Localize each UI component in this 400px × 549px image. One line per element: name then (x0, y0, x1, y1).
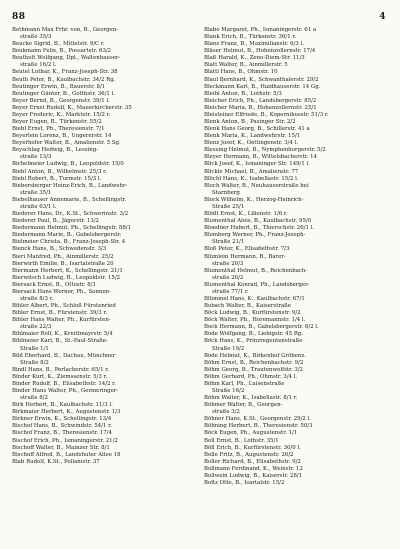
directory-entry: Bihlmeier Karl, B., St.-Paul-Straße- (12, 338, 108, 345)
directory-entry: Böhm Ernst, B., Reichenbachstr. 9/2 (204, 359, 304, 366)
directory-entry: Bischoff Walter, B., Mainzer Str. 8/1 (12, 444, 110, 451)
directory-entry: Blümlein Hermann, B., Barer- (204, 253, 286, 260)
directory-entry: straße 8/3 r. (20, 295, 54, 302)
directory-entry: Bichelmeier Ludwig, B., Leopoldstr. 15/0 (12, 161, 124, 168)
directory-entry: Bleicher Erich, Ph., Landsbergerstr. 85/2 (204, 97, 317, 104)
directory-entry: Beukmann Felix, B., Possartstr. 63/2 (12, 48, 112, 55)
right-column (204, 27, 390, 487)
directory-entry: straße 77/1 r. (212, 288, 249, 295)
directory-entry: Blanz Franz, B., Maximilianstr. 6/3 l. (204, 41, 304, 48)
directory-entry: Bihler Albert, Ph., Schloß Fürstenried (12, 303, 116, 310)
directory-entry: Straße 1/1 (20, 345, 49, 352)
directory-entry: Blenk Hans Georg, B., Schillerstr. 41 a (204, 126, 310, 133)
directory-entry: Blick Josef, K., Ismaninger Str. 149/1 l. (204, 161, 310, 168)
directory-entry: straße 35/1 (20, 189, 52, 196)
directory-entry: Beyer Frederic, K., Marktstr. 15/2 r. (12, 111, 111, 118)
directory-entry: Biebersberger Heinz-Erich, B., Landwehr- (12, 182, 128, 189)
directory-entry: Bloch Walter, B., Neuhauserstraße bei (204, 182, 309, 189)
directory-entry: straße 3/2 (212, 409, 240, 416)
directory-entry: Bethmann Max Frhr. von, B., Georgen- (12, 27, 119, 33)
directory-entry: Biebl Anton, B., Wilhelmstr. 25/3 r. (12, 168, 107, 175)
directory-entry: Straße 8/2 (20, 359, 49, 366)
directory-entry: Blümmel Hans, K., Kaulbachstr. 67/1 (204, 295, 305, 302)
directory-entry: Straße 16/2 (212, 387, 245, 394)
directory-entry: Bleisteiner Elfriede, B., Kopernikusstr. 51/3 r. (204, 111, 329, 118)
directory-entry: Bihler Hans Walter, Ph., Kurfürsten- (12, 317, 111, 324)
directory-entry: Blumenthal Alois, B., Kaulbachstr. 95/0 (204, 218, 312, 225)
left-column (12, 27, 198, 466)
directory-entry: Bischoff Alfred, B., Landshuter Allee 18 (12, 451, 121, 458)
directory-entry: Starnberg (212, 189, 240, 196)
directory-entry: Binder Kurt, K., Ziemssenstr. 5/3 r. (12, 373, 108, 380)
directory-entry: Biedermann Marie, B., Gabelsbergerstr. (12, 232, 122, 239)
directory-entry: Böck Walter, Ph., Horemannstr. 1/4 l. (204, 317, 306, 324)
directory-entry: Bleckmann Karl, B., Haidhauserstr. 14 Gg. (204, 83, 321, 90)
directory-entry: Beyer Ernst Rudolf, K., Mauerkircherstr. 35 (12, 104, 132, 111)
directory-entry: Bild Eberhard, B., Dachau, Münchner (12, 352, 116, 359)
directory-entry: Blabe Margaret, Ph., Ismaningerstr. 61 a (204, 27, 317, 33)
directory-entry: Bode Wolfgang, B., Liebigstr. 45 Rg. (204, 331, 304, 338)
directory-entry: straße 63/1 l. (20, 203, 57, 210)
directory-entry: Birkner Erwin, K., Schellingstr. 13/4 (12, 416, 112, 423)
directory-entry: Beucke Sigrid, B., Mittelstr. 9/C r. (12, 41, 105, 48)
directory-entry: Bielmeier Christa, B., Franz-Joseph-Str. 4 (12, 239, 126, 246)
directory-entry: straße 20/2 (212, 274, 244, 281)
directory-entry: straße 8/2 (20, 395, 48, 402)
directory-entry: Bischof Hans, B., Schwindstr. 54/1 r. (12, 423, 112, 430)
directory-entry: Böhm Georg, B., Trautenwolfstr. 3/2 (204, 366, 304, 373)
directory-entry: Böck Hans, K., Prinzregentenstraße (204, 338, 303, 345)
directory-entry: Beyer Bernd, B., Georgenstr. 39/1 l. (12, 97, 110, 104)
directory-entry: Straße 25/1 (212, 203, 245, 210)
directory-entry: Biebelhauser Annemarie, B., Schellingstr. (12, 196, 127, 203)
directory-entry: straße 16/2 l. (20, 62, 57, 69)
directory-entry: Biebl Robert, B., Turmstr. 15/3 l. (12, 175, 102, 182)
directory-entry: Blattl Hans, B., Ohmstr. 10 (204, 69, 278, 76)
directory-entry: Böhm Walter, K., Isabellastr. 8/1 r. (204, 395, 298, 402)
directory-entry: Blaß Harald, K., Zeno-Diem-Str. 11/3 (204, 55, 305, 62)
directory-entry: Biederer Paul, B., Jägerstr. 13/2 (12, 218, 99, 225)
page-number-right: 4 (379, 12, 386, 22)
directory-entry: Bock Hermann, B., Gabelsbergerstr. 8/2 l. (204, 324, 319, 331)
directory-entry: Boltz Otto, B., Isartalstr. 15/2 (204, 480, 285, 486)
directory-entry: Boll Ernst, B., Lothstr. 35/1 (204, 437, 279, 444)
directory-entry: Bleicher Maria, B., Hohenzollernstr. 25/1 (204, 104, 317, 111)
directory-entry: Beutel Lothar, K., Franz-Joseph-Str. 38 (12, 69, 118, 76)
directory-entry: Bode Helmut, K., Birkenhof Gröbenz. (204, 352, 306, 359)
directory-entry: Blaul Bernhard, K., Schwanthalerstr. 29/2 (204, 76, 319, 83)
directory-entry: Blatt Walter, B., Ainmillerstr. 5 (204, 62, 288, 69)
directory-entry: Straße 19/2 (212, 345, 245, 352)
directory-entry: Beutholt Wolfgang, Dpl., Waltenhauser- (12, 55, 121, 62)
page-number-left: 88 (12, 12, 26, 22)
directory-entry: Blickle Michael, B., Amalienstr. 77 (204, 168, 299, 175)
directory-entry: Böhm Karl, Ph., Luisenstraße (204, 380, 285, 387)
directory-entry: Biederer Hans, Dr., K.St., Schwerinstr. 3/2 (12, 211, 129, 218)
directory-entry: Bihler Ernst, B., Fürstenstr. 39/3 r. (12, 310, 108, 317)
directory-entry: Boller Richard, B., Elisabethstr. 9/2 (204, 458, 301, 465)
directory-entry: Bierwirth Emilie, B., Isartalstraße 20 (12, 260, 114, 267)
directory-entry: Blenk Maria, K., Landwehrstr. 15/1 (204, 133, 301, 140)
directory-entry: Bierwitsch Ludwig, B., Leopoldstr. 15/2 (12, 274, 121, 281)
directory-entry: Blenk Anton, B., Pasinger Str. 2/2 (204, 119, 296, 126)
directory-entry: Biedermann Helmut, Ph., Schellingstr. 88/1 (12, 225, 132, 232)
directory-entry: Bloß Peter, K., Elisabethstr. 7/3 (204, 246, 290, 253)
directory-entry: Böck Ludwig, B., Kurfürstenstr. 9/2 (204, 310, 301, 317)
directory-entry: Blenz Josef, K., Oettingenstr. 3/4 l. (204, 140, 299, 147)
directory-entry: Bihlmaier Rolf, K., Kreittmayrstr. 5/4 (12, 331, 113, 338)
directory-entry: Blödt Ernst, K., Lilienstr. 1/6 r. (204, 211, 288, 218)
directory-entry: Blöchl Hans, K., Isabellastr. 15/2 l. (204, 175, 299, 182)
directory-entry: Bienck Hans, B., Schwedenstr. 3/3 (12, 246, 107, 253)
directory-entry: Bleibl Anton, B., Lothstr. 5/3 (204, 90, 282, 97)
directory-entry: Blomberg Werner, Ph., Franz-Joseph- (204, 232, 306, 239)
directory-entry: Biermann Herbert, K., Schellingstr. 21/1 (12, 267, 123, 274)
directory-entry: Blank Erich, B., Türkenstr. 36/1 r. (204, 34, 297, 41)
directory-entry: Birkmaier Herbert, K., Augustenstr. 1/3 (12, 409, 121, 416)
directory-entry: Beyerhofer Walter, B., Amalienstr. 5 Sg. (12, 140, 121, 147)
directory-entry: Binder Hans Walter, Ph., Germeringer- (12, 387, 119, 394)
directory-entry: Bindl Hans, B., Perlacherstr. 65/1 r. (12, 366, 109, 373)
directory-entry: Blessing Helmut, B., Nymphenburgerstr. 5/2 (204, 147, 326, 154)
directory-entry: straße 20/3 (212, 260, 244, 267)
directory-entry: Bleyer Hermann, B., Wittelsbacherstr. 14 (204, 154, 317, 161)
directory-entry: Böhner Hans, K.St., Georgenstr. 29/2 l. (204, 416, 311, 423)
directory-entry: Binder Rudolf, B., Elisabethstr. 14/2 r. (12, 380, 116, 387)
directory-entry: Bieri Manfred, Ph., Ainmillerstr. 25/2 (12, 253, 114, 260)
directory-entry: Bischof Erich, Ph., Ismaningerstr. 21/2 (12, 437, 118, 444)
directory-entry: Blab Rudolf, K.St., Pollanistr. 37 (12, 458, 100, 465)
directory-entry: Bischof Franz, B., Theresienstr. 17/4 (12, 430, 112, 437)
directory-entry: Biersack Ernst, B., Ottostr. 8/1 (12, 281, 96, 288)
directory-entry: Block Wilhelm, K., Herzog-Heinrich- (204, 196, 304, 203)
directory-entry: straße 22/3 (20, 324, 52, 331)
directory-entry: Bläser Helmut, B., Hohenzollernstr. 17/4 (204, 48, 316, 55)
directory-entry: Bollmann Ferdinand, K., Weinstr. 12 (204, 465, 303, 472)
directory-entry: Böhm Gerhard, Ph., Ohmstr. 3/4 l. (204, 373, 298, 380)
directory-entry: straße 13/3 (20, 154, 52, 161)
directory-entry: Bobach Walter, B., Kaiserstraße (204, 303, 291, 310)
directory-entry: Straße 21/1 (212, 239, 245, 246)
directory-entry: Blumenthal Konrad, Ph., Landsberger- (204, 281, 310, 288)
directory-entry: straße 35/3 (20, 34, 52, 41)
directory-entry: Biebl Ernst, Ph., Theresienstr. 7/1 (12, 126, 105, 133)
directory-entry: Beyerlein Lorenz, B., Ungererstr. 14 (12, 133, 112, 140)
directory-entry: Böck Eugen, Ph., Augustenstr. 1/1 (204, 430, 298, 437)
directory-entry: Böhmer Walter, B., Georgen- (204, 402, 283, 409)
directory-entry: Bollwein Ludwig, B., Kaiserstr. 28/1 (204, 472, 303, 479)
directory-entry: Bolle Fritz, B., Augustenstr. 26/2 (204, 451, 294, 458)
directory-entry: Böll Erich, B., Kurfürstenstr. 30/0 l. (204, 444, 301, 451)
directory-entry: Beutinger Günter, B., Gotthstr. 36/1 l. (12, 90, 115, 97)
directory-entry: Bloedner Hubert, B., Thierschstr. 26/1 l. (204, 225, 315, 232)
directory-entry: Biersack Hans Werner, Ph., Sonnen- (12, 288, 111, 295)
directory-entry: Beyschlag Hedwig, B., Lessing- (12, 147, 98, 154)
directory-entry: Birk Herbert, B., Kaulbachstr. 11/3 l. (12, 402, 113, 409)
directory-entry: Blumenthal Helmut, B., Reichenbach- (204, 267, 308, 274)
directory-entry: Beyer Eugen, B., Türkenstr. 55/2 (12, 119, 102, 126)
directory-entry: Beuth Peter, B., Kaulbachstr. 34/2 Rg. (12, 76, 116, 83)
directory-entry: Böhning Herbert, B., Theresienstr. 50/3 (204, 423, 313, 430)
directory-entry: Beutinger Erwin, B., Bauerstr. 8/1 (12, 83, 106, 90)
